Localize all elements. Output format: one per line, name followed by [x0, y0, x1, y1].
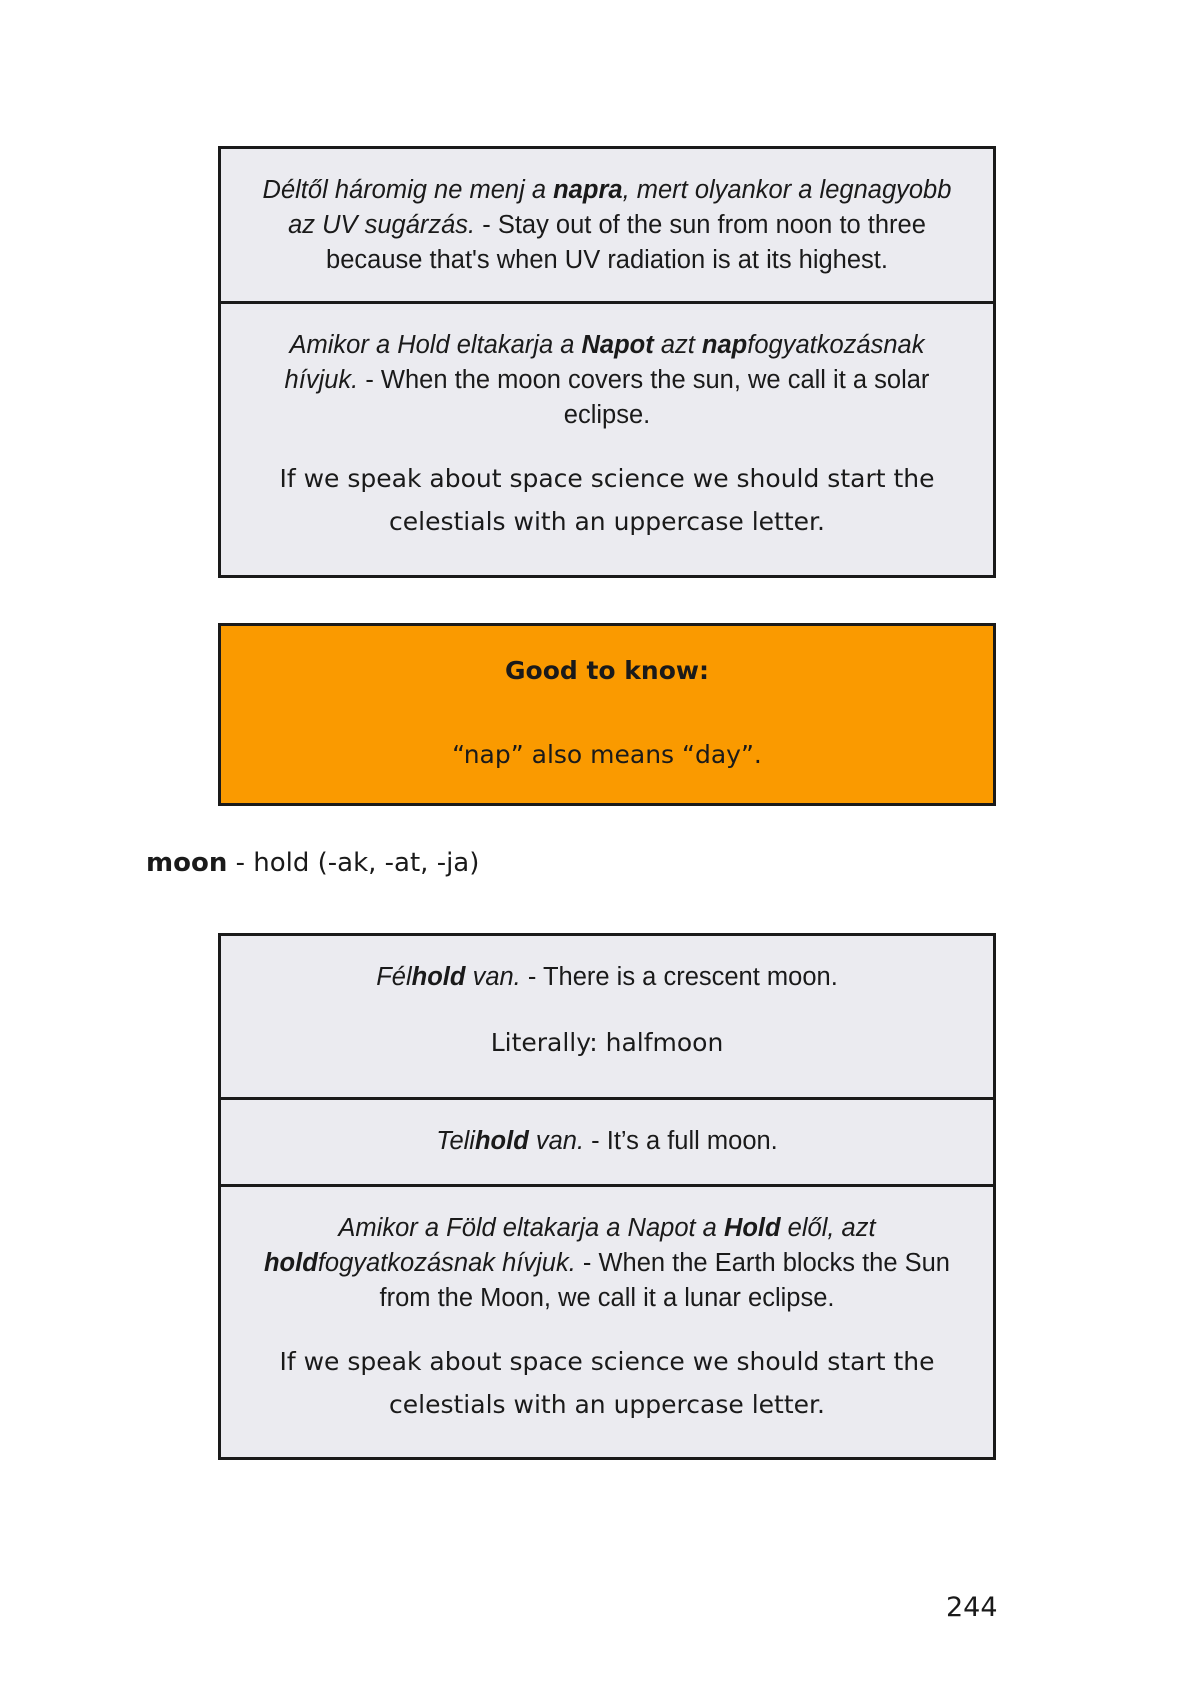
good-to-know-body: “nap” also means “day”.: [452, 740, 762, 769]
hungarian-text: fogyatkozásnak hívjuk.: [284, 331, 925, 394]
page-number: 244: [946, 1592, 998, 1623]
english-translation: - There is a crescent moon.: [520, 963, 838, 991]
example-cell: [221, 1187, 993, 1426]
highlighted-word: nap: [701, 331, 748, 359]
english-translation: - When the Earth blocks the Sun from the Moon, we call it a lunar eclipse.: [379, 1249, 950, 1312]
example-sentence: [251, 173, 963, 278]
hungarian-text: van.: [465, 963, 521, 991]
hungarian-text: Teli: [436, 1127, 475, 1155]
example-cell: [221, 304, 993, 543]
example-box-moon: [218, 933, 996, 1460]
highlighted-word: hold: [263, 1249, 318, 1277]
example-sentence: [251, 328, 963, 433]
example-cell: [221, 1100, 993, 1187]
example-cell: [221, 149, 993, 304]
example-sentence: [251, 1124, 963, 1159]
hungarian-text: Déltől háromig ne menj a: [262, 176, 554, 204]
hungarian-text: fogyatkozásnak hívjuk.: [317, 1249, 576, 1277]
vocabulary-forms: - hold (-ak, -at, -ja): [227, 848, 480, 878]
vocabulary-word: moon: [146, 848, 228, 878]
hungarian-text: , mert olyankor a legnagyobb az UV sugárzás.: [288, 176, 952, 239]
highlighted-word: Napot: [581, 331, 654, 359]
highlighted-word: hold: [474, 1127, 529, 1155]
usage-note: Literally: halfmoon: [490, 1028, 724, 1057]
good-to-know-title: Good to know:: [505, 656, 709, 685]
example-box-sun: [218, 146, 996, 578]
hungarian-text: Fél: [376, 963, 412, 991]
usage-note: If we speak about space science we should start the celestials with an uppercase letter.: [279, 1347, 935, 1419]
example-sentence: [251, 960, 963, 995]
english-translation: - It’s a full moon.: [584, 1127, 778, 1155]
highlighted-word: hold: [411, 963, 466, 991]
hungarian-text: azt: [653, 331, 702, 359]
usage-note: If we speak about space science we should start the celestials with an uppercase letter.: [279, 464, 935, 536]
good-to-know-box: [218, 623, 996, 806]
english-translation: - When the moon covers the sun, we call it a solar eclipse.: [358, 366, 930, 429]
hungarian-text: elől, azt: [780, 1214, 876, 1242]
example-cell: [221, 936, 993, 1100]
hungarian-text: van.: [528, 1127, 585, 1155]
highlighted-word: napra: [553, 176, 623, 204]
example-sentence: [251, 1211, 963, 1316]
hungarian-text: Amikor a Hold eltakarja a: [289, 331, 582, 359]
vocabulary-entry: [146, 848, 479, 878]
english-translation: - Stay out of the sun from noon to three because that's when UV radiation is at its highest.: [326, 211, 926, 274]
highlighted-word: Hold: [723, 1214, 781, 1242]
hungarian-text: Amikor a Föld eltakarja a Napot a: [338, 1214, 724, 1242]
